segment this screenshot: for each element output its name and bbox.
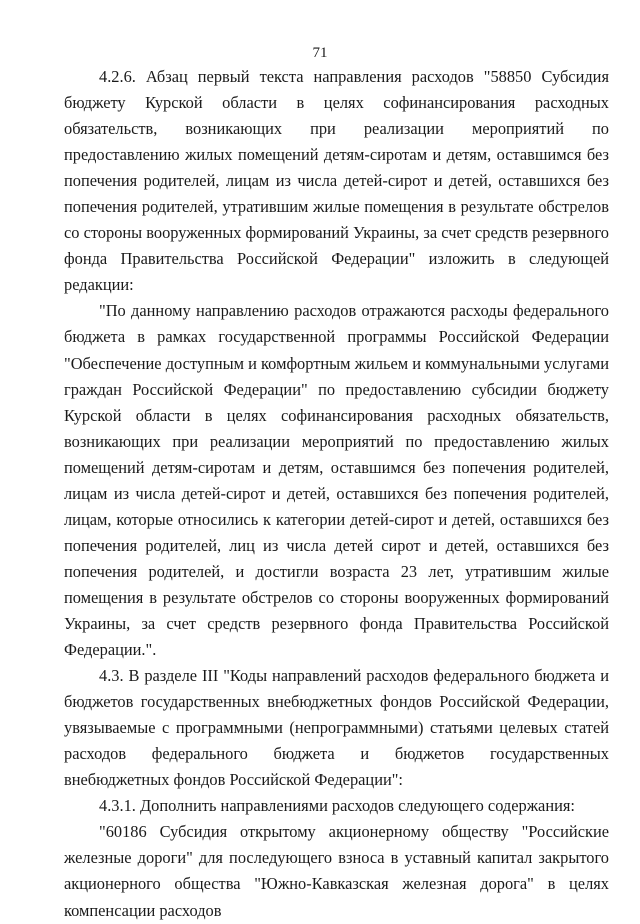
- paragraph-60186: "60186 Субсидия открытому акционерному обществу "Российские железные дороги" для последующего взноса в уставный капитал закрытого акционерного общества "Южно-Кавказская железная дорога" в целях компенсации расходов: [64, 822, 609, 920]
- paragraph-quoted-description: "По данному направлению расходов отражаются расходы федерального бюджета в рамках государственной программы Российской Федерации "Обеспечение доступным и комфортным жильем и коммунальными услугами граждан Российской Федерации" по предоставлению субсидии бюджету Курской области в целях софинансирования расходных обязательств, возникающих при реализации мероприятий по предоставлению жилых помещений детям-сиротам и детям, оставшимся без попечения родителей, лицам из числа детей-сирот и детей, оставшихся без попечения родителей, лицам, которые относились к категории детей-сирот и детей, оставшихся без попечения родителей, лиц из числа детей сирот и детей, оставшихся без попечения родителей, и достигли возраста 23 лет, утратившим жилые помещения в результате обстрелов со стороны вооруженных формирований Украины, за счет средств резервного фонда Правительства Российской Федерации.".: [64, 301, 609, 660]
- paragraph-4-3: 4.3. В разделе III "Коды направлений расходов федерального бюджета и бюджетов государственных внебюджетных фондов Российской Федерации, увязываемые с программными (непрограммными) статьями целевых статей расходов федерального бюджета и бюджетов государственных внебюджетных фондов Российской Федерации":: [64, 666, 609, 790]
- paragraph-4-3-1: 4.3.1. Дополнить направлениями расходов следующего содержания:: [99, 796, 575, 816]
- page-number: 71: [312, 45, 328, 61]
- document-body: [64, 64, 609, 924]
- paragraph-4-2-6: 4.2.6. Абзац первый текста направления расходов "58850 Субсидия бюджету Курской области в целях софинансирования расходных обязательств, возникающих при реализации мероприятий по предоставлению жилых помещений детям-сиротам и детям, оставшимся без попечения родителей, лицам из числа детей-сирот и детей, оставшихся без попечения родителей, утратившим жилые помещения в результате обстрелов со стороны вооруженных формирований Украины, за счет средств резервного фонда Правительства Российской Федерации" изложить в следующей редакции:: [64, 67, 609, 295]
